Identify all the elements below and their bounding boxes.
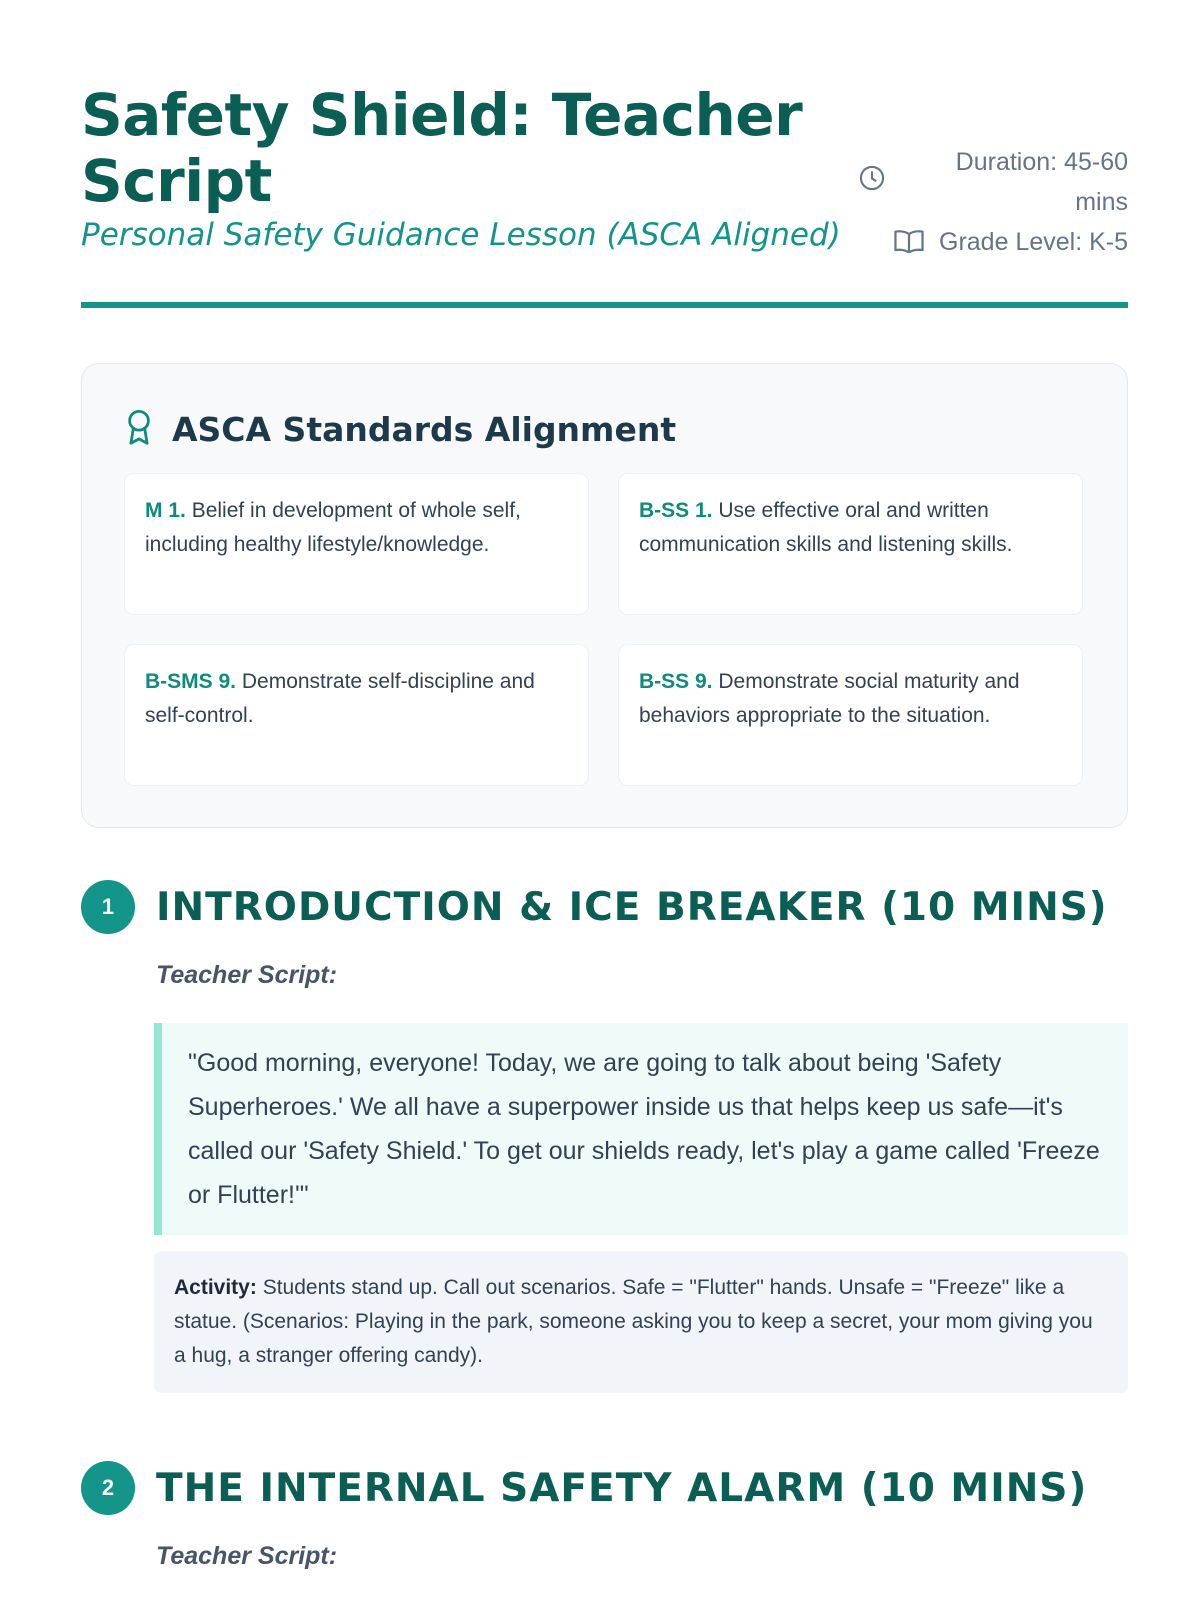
standards-heading <box>124 408 676 451</box>
standard-text: Use effective oral and written communication skills and listening skills. <box>639 499 1013 556</box>
section-number-badge: 2 <box>81 1461 135 1515</box>
standards-card <box>81 363 1128 828</box>
award-ribbon-icon <box>124 408 154 451</box>
standard-item <box>618 473 1083 615</box>
section-number-badge: 1 <box>81 880 135 934</box>
grade-level-text: Grade Level: K-5 <box>939 228 1128 256</box>
section-title: INTRODUCTION & ICE BREAKER (10 MINS) <box>156 884 1108 930</box>
standard-item <box>124 473 589 615</box>
standard-code: B-SS 9. <box>639 670 713 693</box>
standards-grid <box>124 473 1084 786</box>
standards-title: ASCA Standards Alignment <box>172 410 677 449</box>
page-subtitle: Personal Safety Guidance Lesson (ASCA Aligned) <box>81 217 841 253</box>
standard-code: B-SS 1. <box>639 499 713 522</box>
standard-item <box>618 644 1083 786</box>
standard-text: Demonstrate self-discipline and self-control. <box>145 670 535 727</box>
lesson-document <box>81 0 1128 1570</box>
grade-row <box>858 222 1128 263</box>
standard-code: B-SMS 9. <box>145 670 237 693</box>
section-1-heading <box>81 880 1108 934</box>
teacher-script-quote: "Good morning, everyone! Today, we are going to talk about being 'Safety Superheroes.' We all have a superpower inside us that helps keep us safe—it's called our 'Safety Shield.' To get our shields ready, let's play a game called 'Freeze or Flutter!'" <box>154 1023 1128 1235</box>
standard-item <box>124 644 589 786</box>
standard-text: Demonstrate social maturity and behaviors appropriate to the situation. <box>639 670 1020 727</box>
lesson-meta <box>858 142 1128 263</box>
page-title: Safety Shield: Teacher Script <box>81 81 803 215</box>
teacher-script-label: Teacher Script: <box>156 961 338 989</box>
duration-text: Duration: 45-60 mins <box>955 148 1128 216</box>
book-open-icon <box>893 228 925 263</box>
standard-code: M 1. <box>145 499 186 522</box>
standard-text: Belief in development of whole self, including healthy lifestyle/knowledge. <box>145 499 521 556</box>
document-header <box>81 0 1128 310</box>
duration-row <box>858 142 1128 222</box>
section-2-heading <box>81 1461 1087 1515</box>
clock-icon <box>858 164 886 199</box>
activity-label: Activity: <box>174 1276 257 1299</box>
section-title: THE INTERNAL SAFETY ALARM (10 MINS) <box>156 1465 1088 1511</box>
activity-box <box>154 1251 1128 1393</box>
header-divider <box>81 302 1128 308</box>
activity-text: Students stand up. Call out scenarios. Safe = "Flutter" hands. Unsafe = "Freeze" like a statue. (Scenarios: Playing in the park, someone asking you to keep a secret, your mom giving you a hug, a stranger offering candy). <box>174 1276 1093 1367</box>
teacher-script-label: Teacher Script: <box>156 1542 338 1570</box>
